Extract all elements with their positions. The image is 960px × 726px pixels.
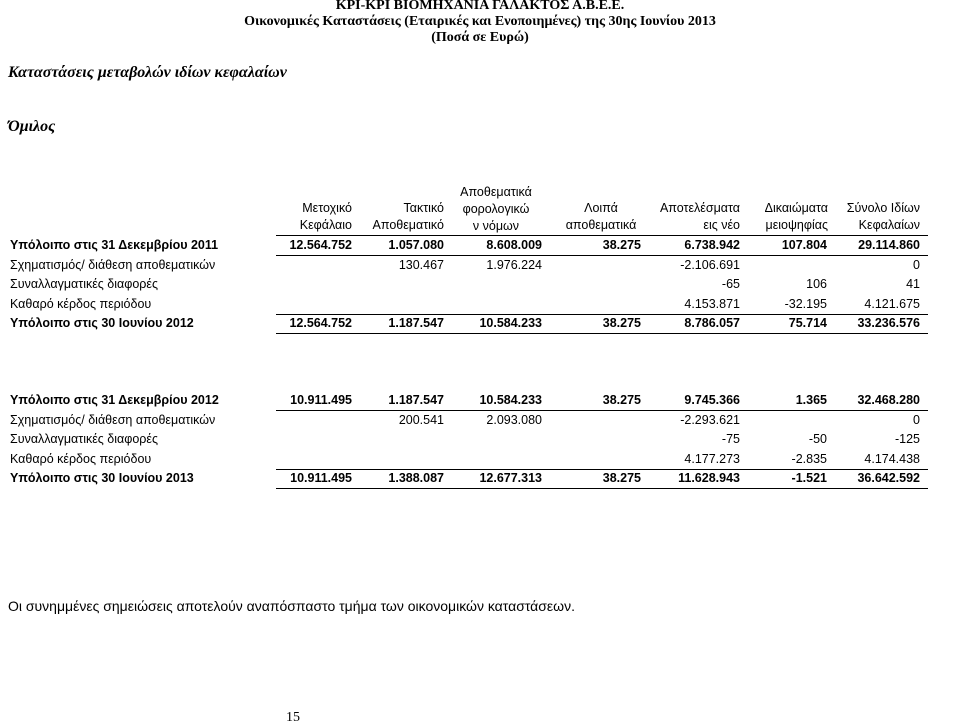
column-header: Δικαιώματα μειοψηφίας [764,201,828,232]
cell-value: 10.911.495 [290,471,352,485]
cell-value: 9.745.366 [684,393,740,407]
cell-value: -65 [721,277,740,291]
cell-value: 106 [806,277,827,291]
cell-value: 8.608.009 [486,238,542,252]
cell-value: 4.153.871 [684,296,740,311]
column-header: Αποθεματικά φορολογικώ ν νόμων [460,185,532,233]
cell-value: -75 [721,432,740,446]
cell-value: -50 [808,432,827,446]
cell-value: 29.114.860 [858,238,920,252]
row-label: Υπόλοιπο στις 31 Δεκεμβρίου 2012 [10,393,219,407]
row-separator [276,488,928,489]
footnote: Οι συνημμένες σημειώσεις αποτελούν αναπόσπαστο τμήμα των οικονομικών καταστάσεων. [8,598,575,614]
cell-value: -2.835 [791,451,827,466]
cell-value: 10.584.233 [479,316,542,330]
row-label: Υπόλοιπο στις 30 Ιουνίου 2013 [10,471,194,485]
cell-value: 1.187.547 [388,393,444,407]
cell-value: 2.093.080 [486,412,542,427]
cell-value: 8.786.057 [684,316,740,330]
cell-value: 12.564.752 [289,238,352,252]
column-header: Μετοχικό Κεφάλαιο [299,201,352,232]
company-name: ΚΡΙ-ΚΡΙ ΒΙΟΜΗΧΑΝΙΑ ΓΑΛΑΚΤΟΣ Α.Β.Ε.Ε. [335,0,625,13]
column-header: Αποτελέσματα εις νέο [659,201,740,232]
cell-value: 4.174.438 [864,451,920,466]
currency-note: (Ποσά σε Ευρώ) [431,30,529,45]
cell-value: -125 [894,432,920,446]
document-title: Καταστάσεις μεταβολών ιδίων κεφαλαίων [8,64,287,81]
row-separator [276,314,928,315]
table-row [10,471,940,489]
cell-value: 11.628.943 [678,471,740,485]
row-label: Υπόλοιπο στις 31 Δεκεμβρίου 2011 [10,238,219,252]
table-row [10,432,940,450]
cell-value: 0 [913,257,920,272]
row-label: Συναλλαγματικές διαφορές [10,432,159,446]
cell-value: 107.804 [781,238,827,252]
cell-value: -1.521 [791,471,827,485]
row-separator [276,255,928,256]
table-row [10,413,940,431]
section-title-group: Όμιλος [8,118,56,135]
table-row [10,452,940,470]
row-label: Σχηματισμός/ διάθεση αποθεματικών [10,412,216,427]
row-separator [276,333,928,334]
cell-value: 36.642.592 [857,471,920,485]
cell-value: 10.584.233 [479,393,542,407]
cell-value: 4.177.273 [684,451,740,466]
cell-value: 75.714 [788,316,827,330]
table-row [10,393,940,411]
cell-value: 12.677.313 [479,471,542,485]
cell-value: 32.468.280 [857,393,920,407]
table-row [10,238,940,256]
cell-value: 33.236.576 [857,316,920,330]
table-row [10,316,940,334]
cell-value: 1.388.087 [388,471,444,485]
table-row [10,258,940,276]
cell-value: 38.275 [602,471,641,485]
row-label: Συναλλαγματικές διαφορές [10,277,159,291]
statement-subtitle: Οικονομικές Καταστάσεις (Εταιρικές και Ενοποιημένες) της 30ης Ιουνίου 2013 [244,14,716,29]
cell-value: 38.275 [602,238,641,252]
column-header: Λοιπά αποθεματικά [565,201,637,232]
cell-value: 130.467 [398,257,444,272]
cell-value: 38.275 [602,316,641,330]
column-header: Τακτικό Αποθεματικό [372,201,444,232]
row-label: Σχηματισμός/ διάθεση αποθεματικών [10,257,216,272]
row-label: Υπόλοιπο στις 30 Ιουνίου 2012 [10,316,194,330]
cell-value: 12.564.752 [289,316,352,330]
page-number: 15 [286,710,300,725]
header-rule [276,235,928,236]
cell-value: 41 [906,277,920,291]
row-label: Καθαρό κέρδος περιόδου [10,451,152,466]
cell-value: 4.121.675 [864,296,920,311]
column-header: Σύνολο Ιδίων Κεφαλαίων [846,201,920,232]
cell-value: -2.106.691 [680,257,740,272]
cell-value: 1.976.224 [486,257,542,272]
cell-value: 1.187.547 [388,316,444,330]
table-row [10,297,940,315]
row-separator [276,469,928,470]
cell-value: -2.293.621 [680,412,740,427]
cell-value: 0 [913,412,920,427]
row-label: Καθαρό κέρδος περιόδου [10,296,152,311]
cell-value: 38.275 [602,393,641,407]
table-row [10,277,940,295]
row-separator [276,410,928,411]
cell-value: -32.195 [784,296,827,311]
cell-value: 10.911.495 [290,393,352,407]
cell-value: 1.365 [795,393,827,407]
cell-value: 1.057.080 [388,238,444,252]
cell-value: 200.541 [398,412,444,427]
cell-value: 6.738.942 [684,238,740,252]
